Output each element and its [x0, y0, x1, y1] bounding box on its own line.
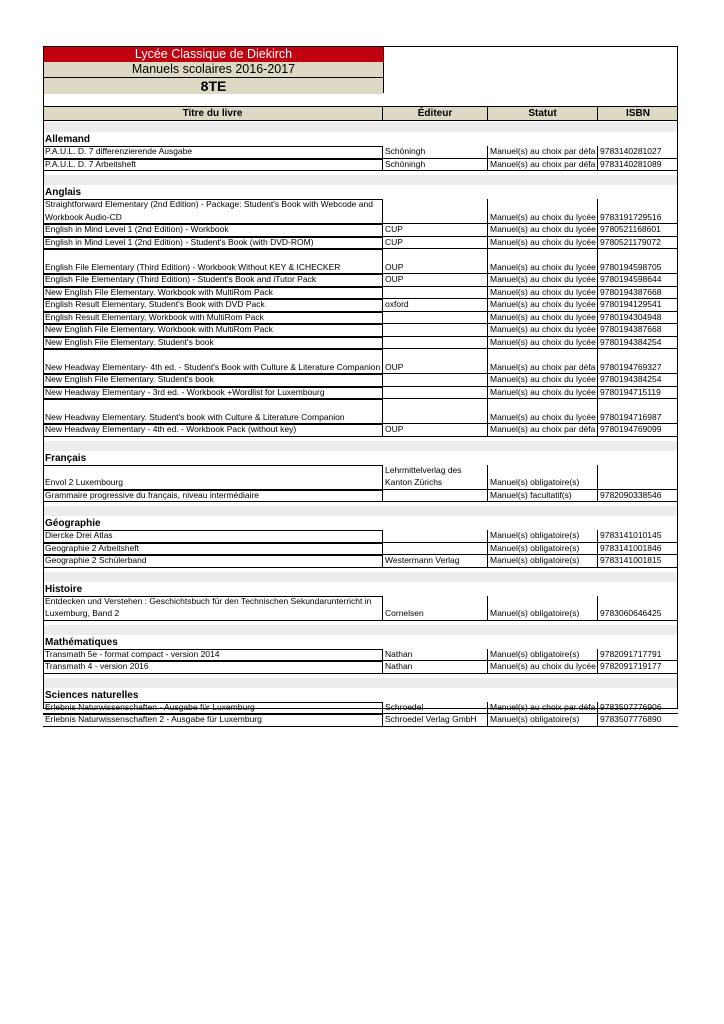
cell-isbn: 9783141010145 [598, 530, 678, 543]
table-row [43, 543, 678, 556]
cell-isbn: 9783060646425 [598, 596, 678, 621]
cell-publisher [383, 530, 488, 543]
cell-isbn: 9780194387668 [598, 324, 678, 337]
cell-title: Straightforward Elementary (2nd Edition) - Package: Student's Book with Webcode and Workbook Audio-CD [43, 199, 383, 224]
table-row [43, 465, 678, 490]
cell-title: English in Mind Level 1 (2nd Edition) - Workbook [43, 224, 383, 237]
cell-isbn: 9783140281027 [598, 146, 678, 159]
column-header-title: Titre du livre [43, 107, 383, 120]
section-spacer [43, 625, 678, 635]
section-heading: Allemand [45, 134, 91, 145]
section-heading: Français [45, 452, 87, 464]
cell-title: Entdecken und Verstehen : Geschichtsbuch für den Technischen Sekundarunterricht in Luxemburg, Band 2 [43, 596, 383, 621]
book-list-sheet [43, 46, 679, 724]
cell-publisher: Westermann Verlag [383, 555, 488, 568]
cell-status: Manuel(s) au choix du lycée [488, 374, 598, 387]
cell-title: New English File Elementary. Student's book [43, 337, 383, 350]
table-header [43, 106, 678, 121]
section-heading: Anglais [45, 187, 82, 198]
cell-isbn: 9780194387668 [598, 287, 678, 300]
cell-status: Manuel(s) au choix du lycée [488, 299, 598, 312]
cell-isbn: 9780194715119 [598, 387, 678, 400]
section-spacer [43, 122, 678, 132]
cell-status: Manuel(s) au choix du lycée [488, 287, 598, 300]
cell-publisher: Lehrmittelverlag des Kanton Zürichs [383, 465, 488, 490]
cell-publisher: OUP [383, 249, 488, 274]
cell-isbn: 9780521179072 [598, 237, 678, 250]
cell-title: Erlebnis Naturwissenschaften - Ausgabe für Luxemburg [43, 702, 383, 715]
cell-publisher: OUP [383, 274, 488, 287]
cell-title: Transmath 4 - version 2016 [43, 661, 383, 674]
table-row [43, 249, 678, 274]
cell-status: Manuel(s) facultatif(s) [488, 490, 598, 503]
cell-publisher: Schöningh [383, 159, 488, 172]
cell-title: Geographie 2 Arbeitsheft [43, 543, 383, 556]
section-spacer [43, 506, 678, 516]
cell-status: Manuel(s) au choix du lycée [488, 237, 598, 250]
table-row [43, 337, 678, 350]
table-row [43, 399, 678, 424]
cell-publisher: OUP [383, 349, 488, 374]
table-row [43, 424, 678, 437]
cell-status: Manuel(s) au choix du lycée [488, 224, 598, 237]
cell-title: P.A.U.L. D. 7 differenzierende Ausgabe [43, 146, 383, 159]
table-row [43, 714, 678, 727]
table-row [43, 224, 678, 237]
cell-title: Envol 2 Luxembourg [43, 465, 383, 490]
cell-status: Manuel(s) obligatoire(s) [488, 714, 598, 727]
cell-status: Manuel(s) obligatoire(s) [488, 596, 598, 621]
cell-publisher: Nathan [383, 661, 488, 674]
table-row [43, 349, 678, 374]
column-header-isbn: ISBN [626, 108, 650, 119]
cell-title: English Result Elementary, Student's Book with DVD Pack [43, 299, 383, 312]
cell-publisher [383, 337, 488, 350]
section-spacer [43, 678, 678, 688]
cell-publisher [383, 543, 488, 556]
cell-isbn: 9783191729516 [598, 199, 678, 224]
cell-publisher [383, 490, 488, 503]
table-row [43, 159, 678, 172]
cell-publisher: oxford [383, 299, 488, 312]
section-spacer [43, 175, 678, 185]
cell-status: Manuel(s) obligatoire(s) [488, 543, 598, 556]
cell-publisher [383, 374, 488, 387]
sheet-header [43, 46, 679, 94]
cell-status: Manuel(s) au choix du lycée [488, 249, 598, 274]
cell-publisher: Cornelsen [383, 596, 488, 621]
cell-title: New Headway Elementary - 4th ed. - Workbook Pack (without key) [43, 424, 383, 437]
table-row [43, 702, 678, 715]
column-header-publisher: Éditeur [383, 107, 488, 120]
cell-publisher [383, 312, 488, 325]
table-row [43, 596, 678, 621]
cell-publisher [383, 324, 488, 337]
cell-isbn: 9780194598644 [598, 274, 678, 287]
cell-isbn: 9780194769099 [598, 424, 678, 437]
table-row [43, 555, 678, 568]
cell-status: Manuel(s) obligatoire(s) [488, 465, 598, 490]
column-header-status: Statut [488, 107, 598, 120]
cell-isbn: 9783507776890 [598, 714, 678, 727]
cell-title: P.A.U.L. D. 7 Arbeitsheft [43, 159, 383, 172]
table-row [43, 661, 678, 674]
cell-status: Manuel(s) au choix du lycée [488, 274, 598, 287]
table-row [43, 237, 678, 250]
cell-publisher: Schroedel Verlag GmbH [383, 714, 488, 727]
cell-isbn: 9780194129541 [598, 299, 678, 312]
cell-isbn: 9780194598705 [598, 249, 678, 274]
cell-title: Grammaire progressive du français, niveau intermédiaire [43, 490, 383, 503]
section-heading: Sciences naturelles [45, 689, 139, 701]
cell-title: New English File Elementary. Workbook with MultiRom Pack [43, 324, 383, 337]
cell-title: New English File Elementary. Student's book [43, 374, 383, 387]
section-heading: Histoire [45, 583, 83, 595]
cell-status: Manuel(s) au choix du lycée [488, 399, 598, 424]
table-row [43, 530, 678, 543]
table-row [43, 387, 678, 400]
header-box [43, 46, 384, 93]
cell-status: Manuel(s) au choix du lycée [488, 324, 598, 337]
cell-status: Manuel(s) au choix par défa [488, 702, 598, 715]
cell-publisher [383, 287, 488, 300]
cell-isbn: 9780194384254 [598, 374, 678, 387]
cell-title: New Headway Elementary. Student's book with Culture & Literature Companion [43, 399, 383, 424]
cell-isbn: 9782091719177 [598, 661, 678, 674]
cell-publisher [383, 399, 488, 424]
cell-title: New Headway Elementary - 3rd ed. - Workbook +Wordlist for Luxembourg [43, 387, 383, 400]
cell-title: Erlebnis Naturwissenschaften 2 - Ausgabe für Luxemburg [43, 714, 383, 727]
cell-isbn: 9783140281089 [598, 159, 678, 172]
section-heading: Géographie [45, 518, 101, 529]
cell-status: Manuel(s) au choix par défa [488, 349, 598, 374]
cell-isbn: 9780194716987 [598, 399, 678, 424]
cell-isbn: 9782091717791 [598, 649, 678, 662]
table-row [43, 274, 678, 287]
cell-title: Diercke Drei Atlas [43, 530, 383, 543]
table-row [43, 649, 678, 662]
cell-title: Transmath 5e - format compact - version 2014 [43, 649, 383, 662]
table-row [43, 146, 678, 159]
cell-publisher: Schroedel [383, 702, 488, 715]
table-row [43, 374, 678, 387]
cell-status: Manuel(s) au choix du lycée [488, 661, 598, 674]
cell-status: Manuel(s) obligatoire(s) [488, 555, 598, 568]
cell-title: New Headway Elementary- 4th ed. - Student's Book with Culture & Literature Companion [43, 349, 383, 374]
section-spacer [43, 441, 678, 451]
cell-publisher [383, 199, 488, 224]
cell-status: Manuel(s) au choix du lycée [488, 312, 598, 325]
cell-status: Manuel(s) obligatoire(s) [488, 649, 598, 662]
table-row [43, 312, 678, 325]
cell-status: Manuel(s) obligatoire(s) [488, 530, 598, 543]
table-row [43, 324, 678, 337]
cell-title: New English File Elementary. Workbook with MultiRom Pack [43, 287, 383, 300]
table-row [43, 287, 678, 300]
cell-publisher: CUP [383, 237, 488, 250]
cell-publisher: CUP [383, 224, 488, 237]
table-row [43, 199, 678, 224]
list-subtitle: Manuels scolaires 2016-2017 [44, 62, 383, 77]
table-row [43, 490, 678, 503]
cell-title: English File Elementary (Third Edition) - Workbook Without KEY & ICHECKER [43, 249, 383, 274]
table-row [43, 299, 678, 312]
cell-publisher: Schöningh [383, 146, 488, 159]
class-code: 8TE [44, 77, 383, 94]
section-spacer [43, 572, 678, 582]
cell-status: Manuel(s) au choix par défa [488, 424, 598, 437]
cell-isbn: 9782090338546 [598, 490, 678, 503]
section-heading: Mathématiques [45, 636, 118, 648]
cell-status: Manuel(s) au choix par défa [488, 159, 598, 172]
cell-isbn: 9780194769327 [598, 349, 678, 374]
cell-isbn: 9783141001815 [598, 555, 678, 568]
cell-status: Manuel(s) au choix du lycée [488, 387, 598, 400]
cell-title: English Result Elementary, Workbook with MultiRom Pack [43, 312, 383, 325]
cell-title: English in Mind Level 1 (2nd Edition) - Student's Book (with DVD-ROM) [43, 237, 383, 250]
cell-title: English File Elementary (Third Edition) - Student's Book and iTutor Pack [43, 274, 383, 287]
cell-publisher [383, 387, 488, 400]
cell-publisher: Nathan [383, 649, 488, 662]
cell-status: Manuel(s) au choix du lycée [488, 337, 598, 350]
cell-isbn [598, 465, 678, 490]
school-name: Lycée Classique de Diekirch [44, 47, 383, 62]
cell-status: Manuel(s) au choix par défa [488, 146, 598, 159]
cell-isbn: 9780194384254 [598, 337, 678, 350]
cell-publisher: OUP [383, 424, 488, 437]
cell-title: Geographie 2 Schülerband [43, 555, 383, 568]
cell-isbn: 9780194304948 [598, 312, 678, 325]
cell-isbn: 9783507776906 [598, 702, 678, 715]
cell-isbn: 9783141001846 [598, 543, 678, 556]
cell-isbn: 9780521168601 [598, 224, 678, 237]
cell-status: Manuel(s) au choix du lycée [488, 199, 598, 224]
